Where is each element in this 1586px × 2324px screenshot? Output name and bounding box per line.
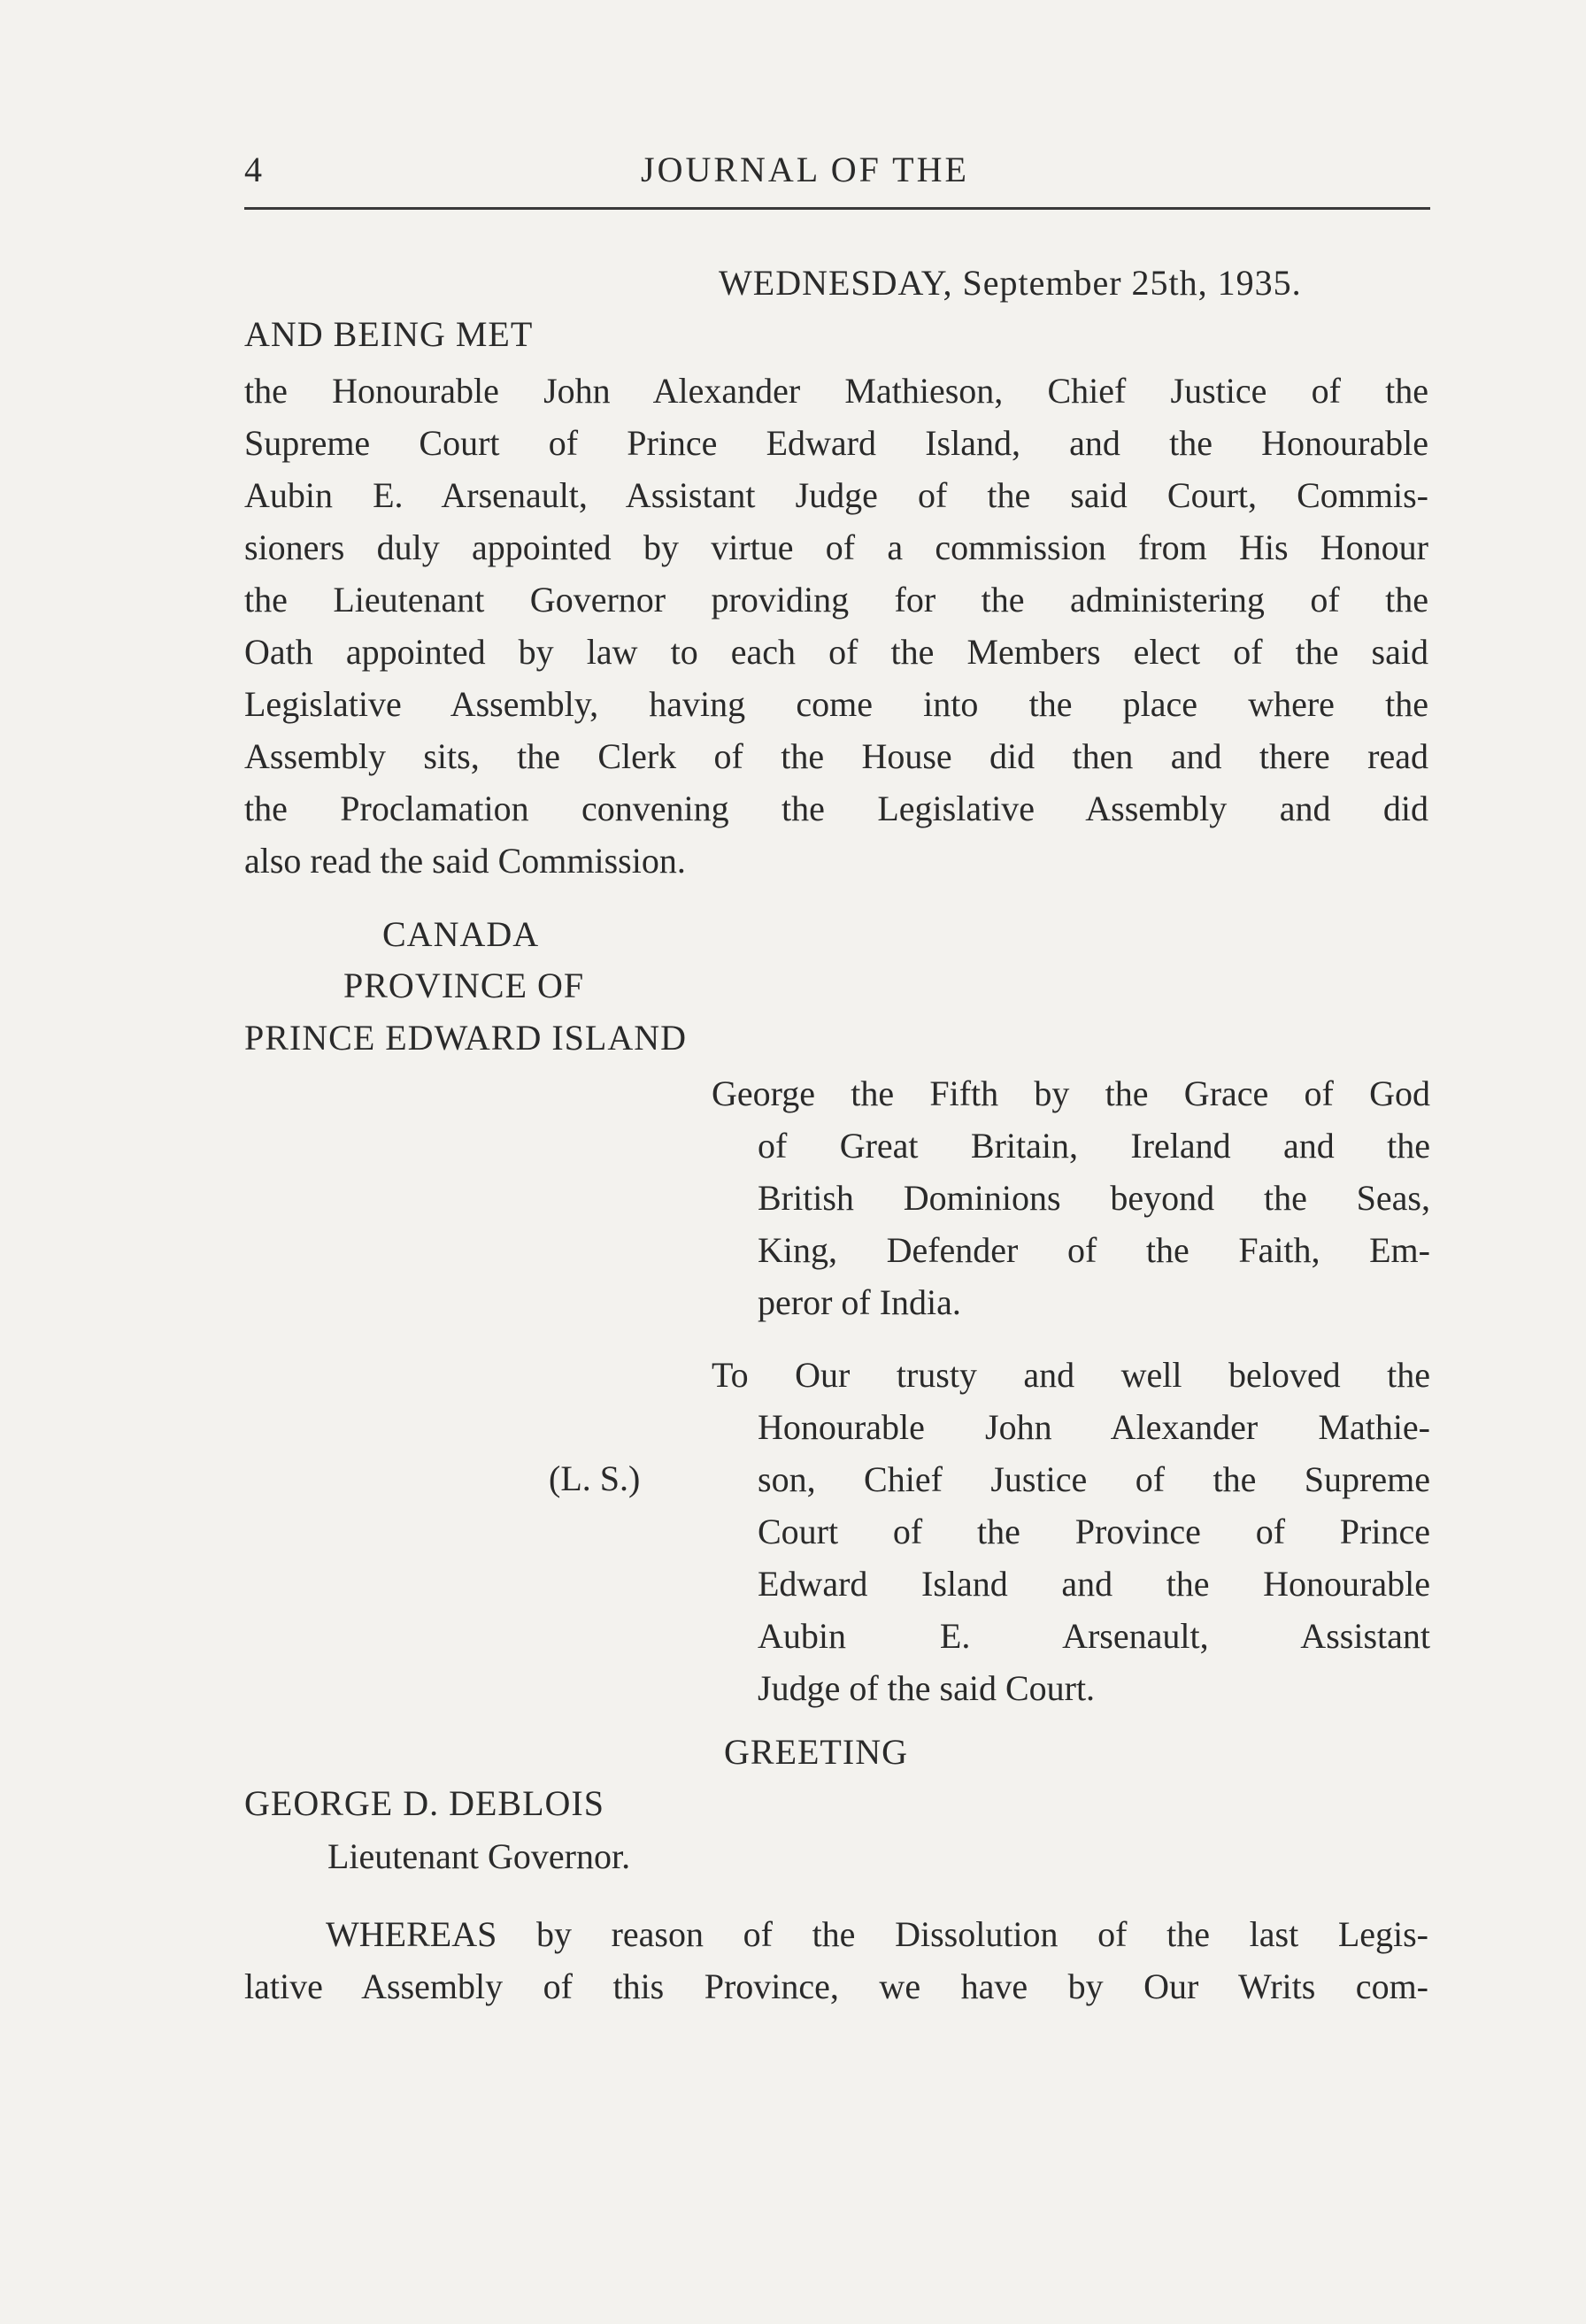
- paragraph-line: sioners duly appointed by virtue of a commission from His Honour: [244, 527, 1428, 567]
- governor-title: Lieutenant Governor.: [327, 1836, 631, 1876]
- paragraph-line: the Proclamation convening the Legislative Assembly and did: [244, 789, 1428, 828]
- seal-mark: (L. S.): [549, 1458, 641, 1498]
- address-line: Aubin E. Arsenault, Assistant: [758, 1616, 1430, 1656]
- governor-name: GEORGE D. DEBLOIS: [244, 1783, 604, 1823]
- jurisdiction-province-name: PRINCE EDWARD ISLAND: [244, 1018, 687, 1058]
- paragraph-line: the Honourable John Alexander Mathieson, Chief Justice of the: [244, 371, 1428, 411]
- royal-style-line: George the Fifth by the Grace of God: [712, 1074, 1430, 1113]
- greeting: GREETING: [724, 1732, 908, 1772]
- address-line: Edward Island and the Honourable: [758, 1564, 1430, 1604]
- whereas-paragraph: [244, 1908, 1428, 2012]
- royal-style-line: of Great Britain, Ireland and the: [758, 1126, 1430, 1166]
- jurisdiction-country: CANADA: [382, 914, 540, 954]
- paragraph-line: Assembly sits, the Clerk of the House did then and there read: [244, 736, 1428, 776]
- paragraph-line: also read the said Commission.: [244, 841, 686, 881]
- address-line: To Our trusty and well beloved the: [712, 1355, 1430, 1395]
- royal-style-line: King, Defender of the Faith, Em-: [758, 1230, 1430, 1270]
- paragraph-line: Oath appointed by law to each of the Members elect of the said: [244, 632, 1428, 672]
- page-number: 4: [244, 150, 263, 189]
- paragraph-line: Aubin E. Arsenault, Assistant Judge of the said Court, Commis-: [244, 475, 1428, 515]
- address-line: son, Chief Justice of the Supreme: [758, 1459, 1430, 1499]
- address-line: Honourable John Alexander Mathie-: [758, 1407, 1430, 1447]
- paragraph-line: the Lieutenant Governor providing for the administering of the: [244, 580, 1428, 619]
- address-line: Court of the Province of Prince: [758, 1512, 1430, 1551]
- royal-style-line: British Dominions beyond the Seas,: [758, 1178, 1430, 1218]
- commission-paragraph: [244, 365, 1428, 887]
- whereas-line: WHEREAS by reason of the Dissolution of the last Legis-: [326, 1914, 1428, 1954]
- whereas-line: lative Assembly of this Province, we have by Our Writs com-: [244, 1966, 1428, 2006]
- running-header: JOURNAL OF THE: [641, 150, 969, 189]
- jurisdiction-province-label: PROVINCE OF: [343, 966, 585, 1005]
- dateline: WEDNESDAY, September 25th, 1935.: [719, 263, 1302, 303]
- address-block: [712, 1349, 1430, 1714]
- paragraph-line: Supreme Court of Prince Edward Island, and the Honourable: [244, 423, 1428, 463]
- royal-style-line: peror of India.: [758, 1282, 961, 1322]
- address-line: Judge of the said Court.: [758, 1668, 1096, 1708]
- opening-phrase: AND BEING MET: [244, 314, 534, 354]
- royal-style-block: [712, 1067, 1430, 1328]
- paragraph-line: Legislative Assembly, having come into the place where the: [244, 684, 1428, 724]
- header-rule: [244, 207, 1430, 210]
